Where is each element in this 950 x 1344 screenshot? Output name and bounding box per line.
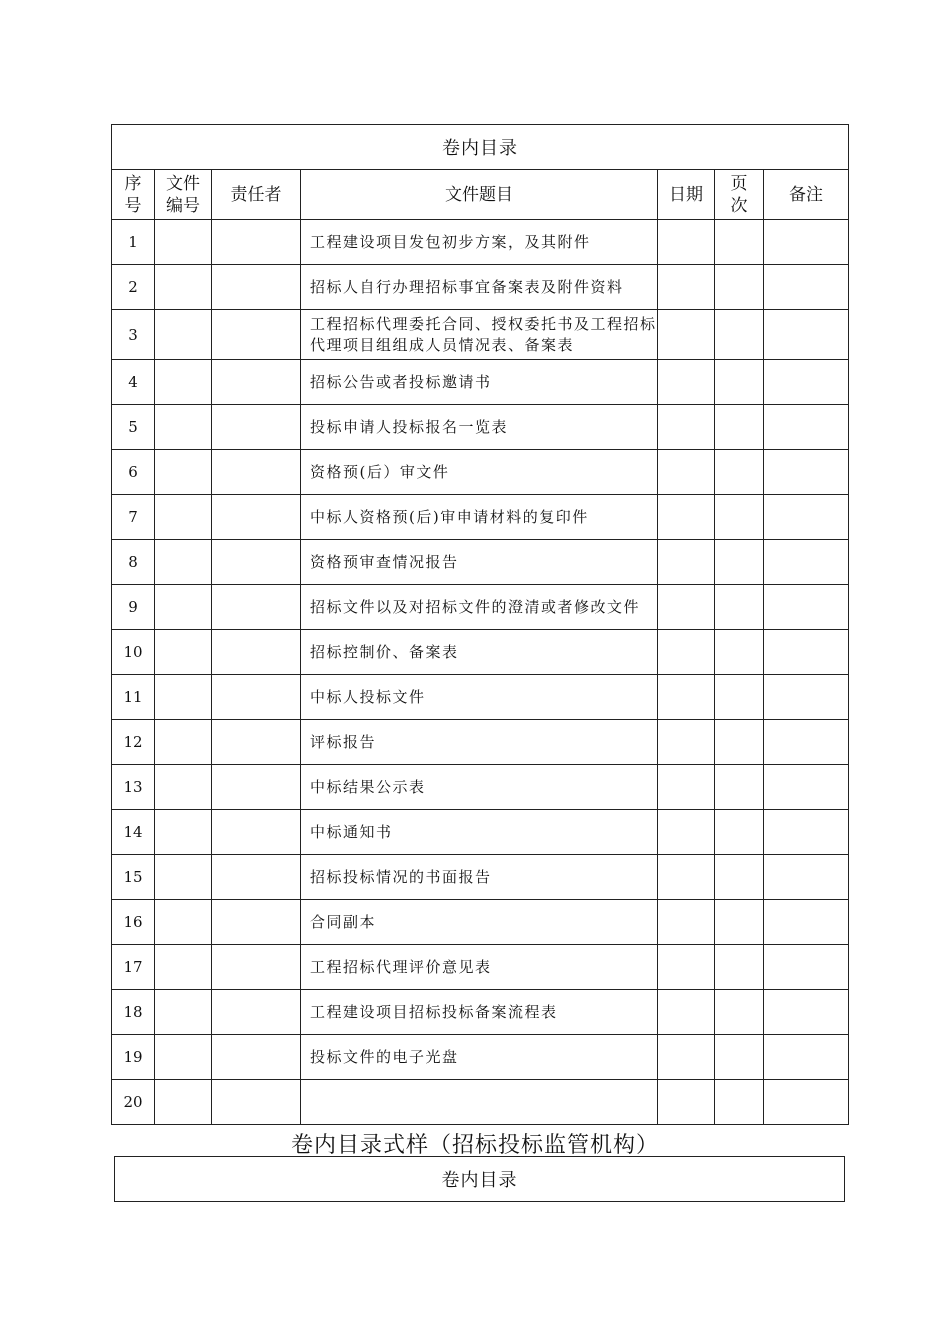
cell-date [658, 1035, 715, 1080]
cell-responsible [212, 220, 301, 265]
cell-subject: 招标文件以及对招标文件的澄清或者修改文件 [301, 585, 658, 630]
cell-subject: 资格预(后）审文件 [301, 450, 658, 495]
cell-page [715, 450, 764, 495]
cell-subject: 中标通知书 [301, 810, 658, 855]
table-row [112, 1035, 849, 1080]
cell-responsible [212, 540, 301, 585]
table-row [112, 1080, 849, 1125]
cell-page [715, 585, 764, 630]
cell-subject: 合同副本 [301, 900, 658, 945]
table-row [112, 265, 849, 310]
table-row [112, 810, 849, 855]
cell-subject: 中标结果公示表 [301, 765, 658, 810]
cell-remark [764, 220, 849, 265]
cell-no: 10 [112, 630, 155, 675]
cell-date [658, 495, 715, 540]
cell-date [658, 585, 715, 630]
cell-file-no [155, 310, 212, 360]
table-title: 卷内目录 [112, 125, 849, 170]
cell-page [715, 1080, 764, 1125]
cell-no: 19 [112, 1035, 155, 1080]
cell-file-no [155, 990, 212, 1035]
cell-responsible [212, 405, 301, 450]
cell-subject: 工程建设项目发包初步方案，及其附件 [301, 220, 658, 265]
cell-responsible [212, 720, 301, 765]
table-row [112, 220, 849, 265]
toc-table [111, 124, 849, 1125]
cell-date [658, 265, 715, 310]
cell-responsible [212, 990, 301, 1035]
cell-page [715, 675, 764, 720]
cell-no: 13 [112, 765, 155, 810]
toc-table-2 [114, 1156, 845, 1202]
cell-subject: 中标人投标文件 [301, 675, 658, 720]
cell-file-no [155, 1080, 212, 1125]
cell-subject: 工程招标代理委托合同、授权委托书及工程招标代理项目组组成人员情况表、备案表 [301, 310, 658, 360]
cell-subject: 招标公告或者投标邀请书 [301, 360, 658, 405]
cell-responsible [212, 765, 301, 810]
cell-remark [764, 360, 849, 405]
cell-subject: 投标文件的电子光盘 [301, 1035, 658, 1080]
cell-date [658, 900, 715, 945]
cell-remark [764, 900, 849, 945]
cell-date [658, 405, 715, 450]
cell-page [715, 310, 764, 360]
cell-subject: 评标报告 [301, 720, 658, 765]
cell-remark [764, 495, 849, 540]
table-row [112, 405, 849, 450]
cell-date [658, 855, 715, 900]
cell-page [715, 360, 764, 405]
cell-responsible [212, 945, 301, 990]
cell-remark [764, 675, 849, 720]
cell-no: 15 [112, 855, 155, 900]
cell-remark [764, 585, 849, 630]
cell-no: 8 [112, 540, 155, 585]
cell-page [715, 945, 764, 990]
cell-page [715, 1035, 764, 1080]
cell-subject: 招标人自行办理招标事宜备案表及附件资料 [301, 265, 658, 310]
cell-file-no [155, 495, 212, 540]
cell-date [658, 990, 715, 1035]
cell-remark [764, 405, 849, 450]
cell-file-no [155, 265, 212, 310]
cell-date [658, 810, 715, 855]
cell-page [715, 855, 764, 900]
cell-remark [764, 265, 849, 310]
cell-remark [764, 855, 849, 900]
cell-no: 6 [112, 450, 155, 495]
table-row [112, 495, 849, 540]
table-row [112, 540, 849, 585]
cell-file-no [155, 405, 212, 450]
cell-remark [764, 945, 849, 990]
cell-date [658, 220, 715, 265]
cell-page [715, 540, 764, 585]
cell-date [658, 540, 715, 585]
cell-remark [764, 720, 849, 765]
cell-file-no [155, 765, 212, 810]
table-row [112, 765, 849, 810]
cell-file-no [155, 855, 212, 900]
header-responsible: 责任者 [212, 170, 301, 220]
cell-responsible [212, 310, 301, 360]
table-caption: 卷内目录式样（招标投标监管机构） [290, 1133, 659, 1158]
cell-responsible [212, 810, 301, 855]
cell-no: 3 [112, 310, 155, 360]
cell-responsible [212, 585, 301, 630]
cell-no: 17 [112, 945, 155, 990]
cell-no: 16 [112, 900, 155, 945]
table-row [112, 450, 849, 495]
cell-subject: 资格预审查情况报告 [301, 540, 658, 585]
cell-responsible [212, 1080, 301, 1125]
cell-page [715, 630, 764, 675]
header-page: 页次 [715, 170, 764, 220]
cell-no: 18 [112, 990, 155, 1035]
cell-file-no [155, 360, 212, 405]
cell-file-no [155, 810, 212, 855]
header-file-no: 文件编号 [155, 170, 212, 220]
cell-page [715, 405, 764, 450]
cell-subject: 工程建设项目招标投标备案流程表 [301, 990, 658, 1035]
cell-responsible [212, 450, 301, 495]
header-date: 日期 [658, 170, 715, 220]
table-row [112, 990, 849, 1035]
cell-no: 7 [112, 495, 155, 540]
cell-responsible [212, 630, 301, 675]
cell-file-no [155, 220, 212, 265]
cell-file-no [155, 675, 212, 720]
cell-page [715, 990, 764, 1035]
cell-responsible [212, 495, 301, 540]
cell-date [658, 765, 715, 810]
cell-page [715, 900, 764, 945]
cell-no: 11 [112, 675, 155, 720]
cell-remark [764, 765, 849, 810]
cell-no: 9 [112, 585, 155, 630]
cell-subject [301, 1080, 658, 1125]
cell-responsible [212, 265, 301, 310]
cell-file-no [155, 900, 212, 945]
cell-remark [764, 810, 849, 855]
cell-date [658, 675, 715, 720]
cell-page [715, 265, 764, 310]
cell-file-no [155, 450, 212, 495]
cell-file-no [155, 1035, 212, 1080]
cell-no: 2 [112, 265, 155, 310]
cell-subject: 投标申请人投标报名一览表 [301, 405, 658, 450]
cell-page [715, 220, 764, 265]
table-row [112, 360, 849, 405]
cell-date [658, 630, 715, 675]
table-2-title: 卷内目录 [115, 1157, 845, 1202]
cell-subject: 招标控制价、备案表 [301, 630, 658, 675]
header-remark: 备注 [764, 170, 849, 220]
cell-responsible [212, 675, 301, 720]
table-row [112, 855, 849, 900]
header-subject: 文件题目 [301, 170, 658, 220]
cell-date [658, 720, 715, 765]
cell-file-no [155, 540, 212, 585]
cell-no: 20 [112, 1080, 155, 1125]
cell-date [658, 450, 715, 495]
table-row [112, 310, 849, 360]
cell-page [715, 810, 764, 855]
cell-no: 1 [112, 220, 155, 265]
cell-subject: 中标人资格预(后)审申请材料的复印件 [301, 495, 658, 540]
cell-responsible [212, 360, 301, 405]
cell-page [715, 720, 764, 765]
cell-subject: 工程招标代理评价意见表 [301, 945, 658, 990]
cell-remark [764, 990, 849, 1035]
cell-no: 4 [112, 360, 155, 405]
cell-file-no [155, 945, 212, 990]
cell-no: 12 [112, 720, 155, 765]
cell-responsible [212, 855, 301, 900]
cell-remark [764, 540, 849, 585]
table-row [112, 900, 849, 945]
cell-subject: 招标投标情况的书面报告 [301, 855, 658, 900]
table-row [112, 945, 849, 990]
header-seq: 序号 [112, 170, 155, 220]
cell-date [658, 1080, 715, 1125]
table-row [112, 585, 849, 630]
cell-remark [764, 1080, 849, 1125]
cell-date [658, 310, 715, 360]
cell-responsible [212, 900, 301, 945]
cell-remark [764, 310, 849, 360]
cell-no: 14 [112, 810, 155, 855]
cell-date [658, 945, 715, 990]
cell-no: 5 [112, 405, 155, 450]
cell-file-no [155, 630, 212, 675]
cell-date [658, 360, 715, 405]
table-row [112, 720, 849, 765]
table-row [112, 630, 849, 675]
cell-remark [764, 630, 849, 675]
cell-remark [764, 1035, 849, 1080]
cell-page [715, 495, 764, 540]
cell-page [715, 765, 764, 810]
cell-responsible [212, 1035, 301, 1080]
cell-file-no [155, 720, 212, 765]
table-row [112, 675, 849, 720]
cell-file-no [155, 585, 212, 630]
cell-remark [764, 450, 849, 495]
